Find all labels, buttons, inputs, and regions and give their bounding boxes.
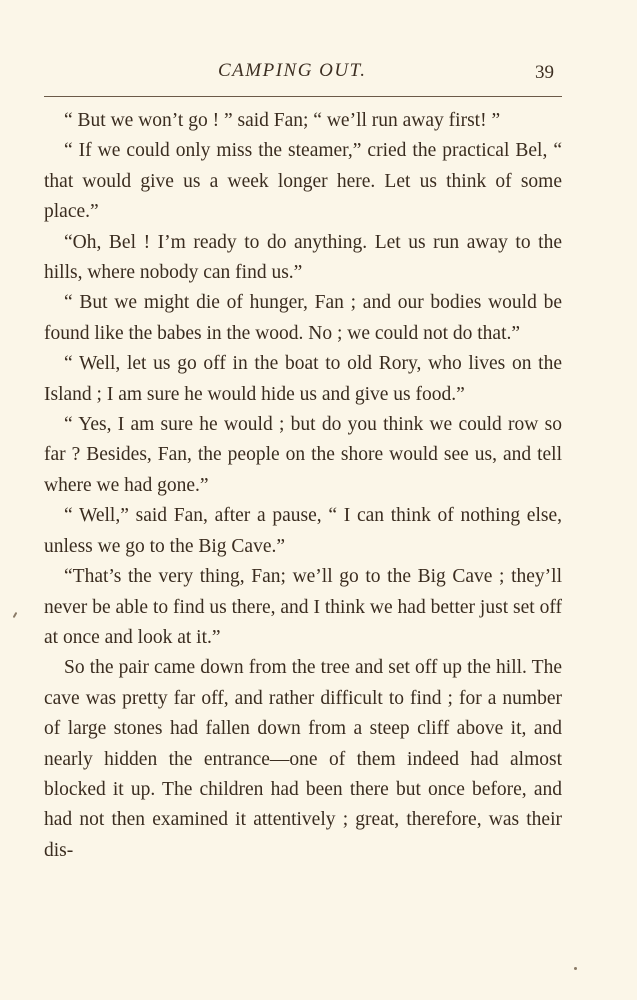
- paragraph: “ But we might die of hunger, Fan ; and our bodies would be found like the babes in the wood. No ; we could not do that.”: [44, 292, 562, 344]
- paragraph: “Oh, Bel ! I’m ready to do anything. Let us run away to the hills, where nobody can find us.”: [44, 231, 562, 284]
- paragraph: “ Well,” said Fan, after a pause, “ I can think of nothing else, unless we go to the Big Cave.”: [44, 505, 562, 557]
- running-head: [0, 60, 637, 90]
- paragraph: “ Yes, I am sure he would ; but do you think we could row so far ? Besides, Fan, the people on the shore would see us, and tell where we had gone.”: [44, 414, 562, 496]
- paragraph: “ But we won’t go ! ” said Fan; “ we’ll run away first! ”: [64, 110, 501, 131]
- paragraph: “ If we could only miss the steamer,” cried the practical Bel, “ that would give us a week longer here. Let us think of some place.”: [44, 140, 562, 223]
- paragraph: “That’s the very thing, Fan; we’ll go to the Big Cave ; they’ll never be able to find us there, and I think we had better just set off at once and look at it.”: [44, 566, 562, 648]
- body-text: [44, 106, 562, 866]
- page-number: 39: [535, 62, 554, 83]
- header-rule: [44, 96, 562, 97]
- paragraph: So the pair came down from the tree and set off up the hill. The cave was pretty far off, and rather difficult to find ; for a number of large stones had fallen down from a steep cliff above it, and nearly hidden the entrance—one of them indeed had almost blocked it up. The children had been there but once before, and had not then examined it attentively ; great, therefore, was their dis-: [44, 657, 562, 861]
- paper-speck: [574, 967, 577, 970]
- paragraph: “ Well, let us go off in the boat to old Rory, who lives on the Island ; I am sure he would hide us and give us food.”: [44, 353, 562, 405]
- paper-speck: [13, 612, 18, 618]
- running-title: CAMPING OUT.: [218, 60, 367, 81]
